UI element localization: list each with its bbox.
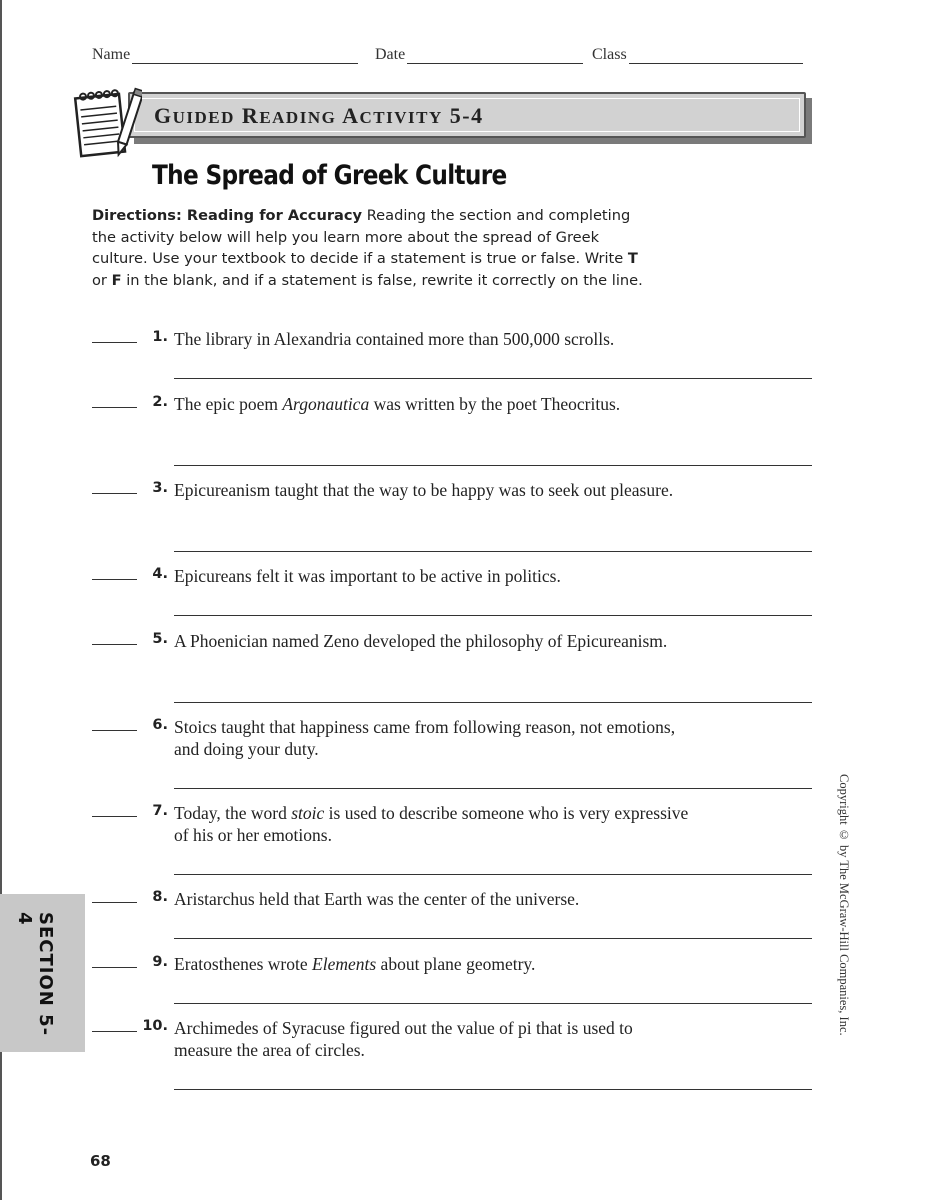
question-text: Eratosthenes wrote Elements about plane geometry. [174, 954, 536, 974]
question-item [92, 716, 812, 790]
question-item [92, 953, 812, 1005]
copyright-notice: Copyright © by The McGraw-Hill Companies, Inc. [837, 774, 851, 1036]
class-field[interactable] [592, 46, 803, 64]
question-item [92, 888, 812, 940]
page-number: 68 [90, 1152, 111, 1170]
directions-text-2: in the blank, and if a statement is false, rewrite it correctly on the line. [121, 271, 643, 289]
question-text: Epicureans felt it was important to be active in politics. [174, 566, 561, 586]
directions-heading: Directions: Reading for Accuracy [92, 207, 363, 224]
question-number: 4. [152, 566, 168, 582]
true-false-blank[interactable] [92, 816, 137, 817]
directions-or: or [92, 271, 112, 289]
directions-paragraph [92, 205, 652, 291]
question-item [92, 393, 812, 467]
section-tab-label: SECTION 5-4 [14, 912, 56, 1037]
class-label: Class [592, 46, 627, 63]
true-false-blank[interactable] [92, 342, 137, 343]
true-false-blank[interactable] [92, 644, 137, 645]
question-item [92, 328, 812, 380]
question-text: Today, the word stoic is used to describe someone who is very expressive of his or her emotions. [174, 803, 689, 845]
banner-title-number: 5-4 [449, 103, 484, 128]
name-line[interactable] [132, 47, 358, 64]
activity-banner [128, 92, 806, 138]
true-false-blank[interactable] [92, 1031, 137, 1032]
question-number: 9. [152, 954, 168, 970]
directions-true-letter: T [627, 250, 638, 267]
true-false-blank[interactable] [92, 493, 137, 494]
question-number: 10. [142, 1018, 168, 1034]
name-field[interactable] [92, 46, 358, 64]
question-text: A Phoenician named Zeno developed the philosophy of Epicureanism. [174, 631, 668, 651]
question-italic-term: stoic [291, 803, 325, 823]
date-line[interactable] [407, 47, 583, 64]
name-label: Name [92, 46, 131, 63]
question-item [92, 479, 812, 553]
banner-title [154, 103, 484, 129]
question-text: The epic poem Argonautica was written by the poet Theocritus. [174, 394, 621, 414]
true-false-blank[interactable] [92, 967, 137, 968]
question-text: Archimedes of Syracuse figured out the value of pi that is used to measure the area of circles. [174, 1018, 633, 1060]
notepad-pencil-icon [72, 84, 142, 160]
question-italic-term: Argonautica [282, 394, 370, 414]
date-label: Date [375, 46, 406, 63]
answer-line[interactable] [174, 788, 812, 789]
question-item [92, 630, 812, 704]
answer-line[interactable] [174, 874, 812, 875]
page-title: The Spread of Greek Culture [152, 160, 507, 191]
question-number: 5. [152, 631, 168, 647]
question-item [92, 565, 812, 617]
answer-line[interactable] [174, 702, 812, 703]
answer-line[interactable] [174, 1089, 812, 1090]
answer-line[interactable] [174, 938, 812, 939]
answer-line[interactable] [174, 1003, 812, 1004]
question-number: 1. [152, 329, 168, 345]
question-number: 8. [152, 889, 168, 905]
question-text: Aristarchus held that Earth was the center of the universe. [174, 889, 580, 909]
directions-false-letter: F [111, 271, 122, 289]
question-number: 3. [152, 480, 168, 496]
class-line[interactable] [629, 47, 803, 64]
question-text: Epicureanism taught that the way to be happy was to seek out pleasure. [174, 480, 674, 500]
question-italic-term: Elements [312, 954, 377, 974]
answer-line[interactable] [174, 615, 812, 616]
question-item [92, 802, 812, 876]
true-false-blank[interactable] [92, 407, 137, 408]
question-number: 2. [152, 394, 168, 410]
question-text: Stoics taught that happiness came from following reason, not emotions, and doing your duty. [174, 717, 676, 759]
true-false-blank[interactable] [92, 579, 137, 580]
date-field[interactable] [375, 46, 583, 64]
true-false-blank[interactable] [92, 902, 137, 903]
question-number: 6. [152, 717, 168, 733]
banner-title-prefix: GUIDED READING ACTIVITY [154, 103, 443, 128]
answer-line[interactable] [174, 465, 812, 466]
answer-line[interactable] [174, 551, 812, 552]
question-item [92, 1017, 812, 1091]
true-false-blank[interactable] [92, 730, 137, 731]
answer-line[interactable] [174, 378, 812, 379]
question-text: The library in Alexandria contained more than 500,000 scrolls. [174, 329, 615, 349]
directions-text-1: Reading the section and completing the activity below will help you learn more about the spread of Greek culture. Use your textbook to decide if a statement is true or false. Write [92, 207, 631, 267]
question-number: 7. [152, 803, 168, 819]
